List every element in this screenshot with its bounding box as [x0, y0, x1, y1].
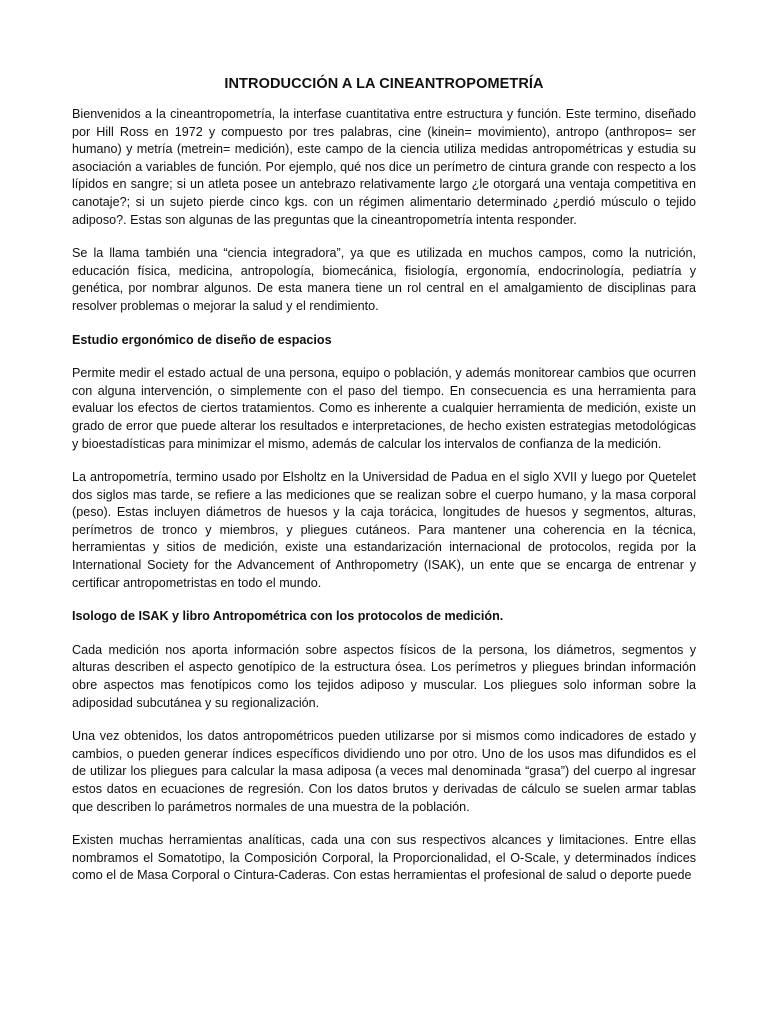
page-title: INTRODUCCIÓN A LA CINEANTROPOMETRÍA — [224, 76, 544, 92]
paragraph-ciencia-integradora: Se la llama también una “ciencia integradora”, ya que es utilizada en muchos campos, como la nutrición, educación física, medicina, antropología, biomecánica, fisiología, ergonomía, endocrinología, pediatría y genética, por nombrar algunos. De esta manera tiene un rol central en el amalgamiento de disciplinas para resolver problemas o mejorar la salud y el rendimiento. — [72, 246, 696, 313]
paragraph-antropometria: La antropometría, termino usado por Elsholtz en la Universidad de Padua en el siglo XVII y luego por Quetelet dos siglos mas tarde, se refiere a las mediciones que se realizan sobre el cuerpo humano, y la masa corporal (peso). Estas incluyen diámetros de huesos y la caja torácica, longitudes de huesos y segmentos, alturas, perímetros de tronco y miembros, y pliegues cutáneos. Para mantener una coherencia en la técnica, herramientas y sitios de medición, existe una estandarización internacional de protocolos, regida por la International Society for the Advancement of Anthropometry (ISAK), un ente que se encarga de entrenar y certificar antropometristas en todo el mundo. — [72, 470, 696, 590]
subheading-isologo-isak: Isologo de ISAK y libro Antropométrica con los protocolos de medición. — [72, 609, 504, 624]
paragraph-intro: Bienvenidos a la cineantropometría, la interfase cuantitativa entre estructura y función. Este termino, diseñado por Hill Ross en 1972 y compuesto por tres palabras, cine (kinein= movimiento), antropo (anthropos= ser humano) y metría (metrein= medición), este campo de la ciencia utiliza medidas antropométricas y estudia su asociación a variables de función. Por ejemplo, qué nos dice un perímetro de cintura grande con respecto a los lípidos en sangre; si un atleta posee un antebrazo relativamente largo ¿le otorgará una ventaja competitiva en canotaje?; si un sujeto pierde cinco kgs. con un régimen alimentario determinado ¿perdió músculo o tejido adiposo?. Estas son algunas de las preguntas que la cineantropometría intenta responder. — [72, 107, 696, 227]
paragraph-datos-antropometricos: Una vez obtenidos, los datos antropométricos pueden utilizarse por si mismos como indicadores de estado y cambios, o pueden generar índices específicos dividiendo uno por otro. Uno de los usos mas difundidos es el de utilizar los pliegues para calcular la masa adiposa (a veces mal denominada “grasa”) del cuerpo al ingresar estos datos en ecuaciones de regresión. Con los datos brutos y derivadas de cálculo se suelen armar tablas que describen lo parámetros normales de una muestra de la población. — [72, 729, 696, 814]
paragraph-cada-medicion: Cada medición nos aporta información sobre aspectos físicos de la persona, los diámetros, segmentos y alturas describen el aspecto genotípico de la estructura ósea. Los perímetros y pliegues brindan información obre aspectos mas fenotípicos como los tejidos adiposo y muscular. Los pliegues solo informan sobre la adiposidad subcutánea y su regionalización. — [72, 642, 696, 710]
paragraph-medicion: Permite medir el estado actual de una persona, equipo o población, y además monitorear cambios que ocurren con alguna intervención, o simplemente con el paso del tiempo. En consecuencia es una herramienta para evaluar los efectos de ciertos tratamientos. Como es inherente a cualquier herramienta de medición, existe un grado de error que puede alterar los resultados e interpretaciones, de hecho existen estrategias metodológicas y bioestadísticas para minimizar el mismo, además de calcular los intervalos de confianza de la medición. — [72, 366, 696, 451]
paragraph-herramientas: Existen muchas herramientas analíticas, cada una con sus respectivos alcances y limitaciones. Entre ellas nombramos el Somatotipo, la Composición Corporal, la Proporcionalidad, el O-Scale, y determinados índices como el de Masa Corporal o Cintura-Caderas. Con estas herramientas el profesional de salud o deporte puede — [72, 833, 696, 883]
subheading-estudio-ergonomico: Estudio ergonómico de diseño de espacios — [72, 332, 332, 347]
